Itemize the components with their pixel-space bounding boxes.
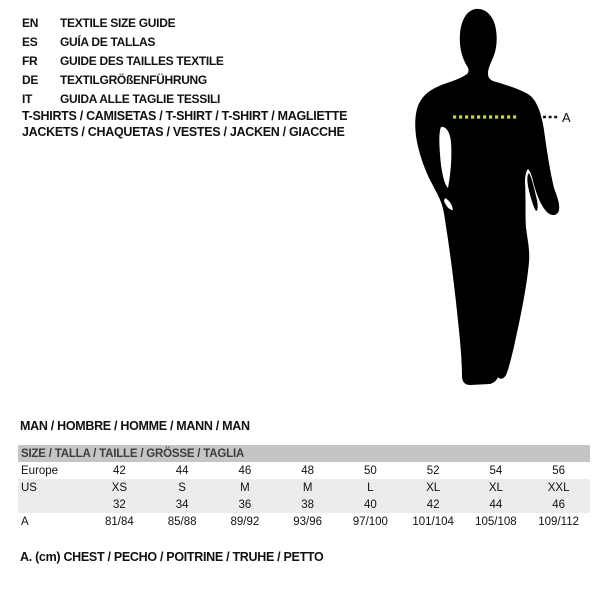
cell: S: [178, 481, 186, 494]
cell: L: [367, 481, 374, 494]
cell: XL: [426, 481, 441, 494]
language-code: IT: [22, 91, 33, 106]
man-silhouette: [415, 9, 559, 385]
table-header-label: SIZE / TALLA / TAILLE / GRÖSSE / TAGLIA: [21, 447, 245, 460]
table-header-bar: [18, 445, 590, 462]
cell: 44: [175, 464, 189, 477]
language-code: EN: [22, 15, 39, 30]
language-title: TEXTILE SIZE GUIDE: [60, 15, 176, 30]
cell: 52: [426, 464, 440, 477]
language-code: ES: [22, 34, 38, 49]
row-label: A: [21, 515, 29, 528]
cell: 101/104: [412, 515, 454, 528]
language-code: FR: [22, 53, 38, 68]
table-row-numeric: [18, 496, 590, 513]
section-title-man: MAN / HOMBRE / HOMME / MANN / MAN: [20, 419, 250, 433]
table-row-us: [18, 479, 590, 496]
cell: 81/84: [104, 515, 134, 528]
cell: 46: [238, 464, 252, 477]
cell: M: [302, 481, 313, 494]
measure-label-a: A: [562, 110, 571, 125]
cell: 89/92: [230, 515, 260, 528]
language-title: TEXTILGRÖßENFÜHRUNG: [60, 72, 207, 87]
cell: M: [240, 481, 250, 494]
cell: 40: [363, 498, 377, 511]
language-code: DE: [22, 72, 39, 87]
cell: 48: [301, 464, 315, 477]
language-title: GUÍA DE TALLAS: [60, 34, 156, 49]
row-label: US: [21, 481, 37, 494]
measurement-footnote: A. (cm) CHEST / PECHO / POITRINE / TRUHE / PETTO: [20, 550, 324, 564]
language-title: GUIDE DES TAILLES TEXTILE: [60, 53, 224, 68]
cell: 42: [426, 498, 440, 511]
cell: 85/88: [167, 515, 197, 528]
cell: 32: [112, 498, 126, 511]
cell: 105/108: [475, 515, 517, 528]
jackets-line: JACKETS / CHAQUETAS / VESTES / JACKEN / GIACCHE: [22, 124, 345, 139]
cell: 44: [489, 498, 503, 511]
cell: 42: [112, 464, 126, 477]
cell: 97/100: [352, 515, 388, 528]
cell: 93/96: [293, 515, 323, 528]
cell: XXL: [547, 481, 570, 494]
cell: 54: [489, 464, 503, 477]
cell: 109/112: [538, 515, 579, 528]
cell: 36: [238, 498, 252, 511]
cell: XL: [488, 481, 503, 494]
cell: XS: [111, 481, 128, 494]
tshirts-line: T-SHIRTS / CAMISETAS / T-SHIRT / T-SHIRT / MAGLIETTE: [22, 109, 348, 123]
cell: 46: [552, 498, 566, 511]
cell: 34: [175, 498, 189, 511]
cell: 38: [301, 498, 315, 511]
cell: 56: [552, 464, 566, 477]
table-row-chest-a: [18, 513, 590, 530]
row-label: Europe: [21, 464, 59, 477]
table-row-europe: [18, 462, 590, 479]
size-table: [18, 445, 590, 530]
cell: 50: [363, 464, 377, 477]
language-title: GUIDA ALLE TAGLIE TESSILI: [60, 91, 221, 106]
